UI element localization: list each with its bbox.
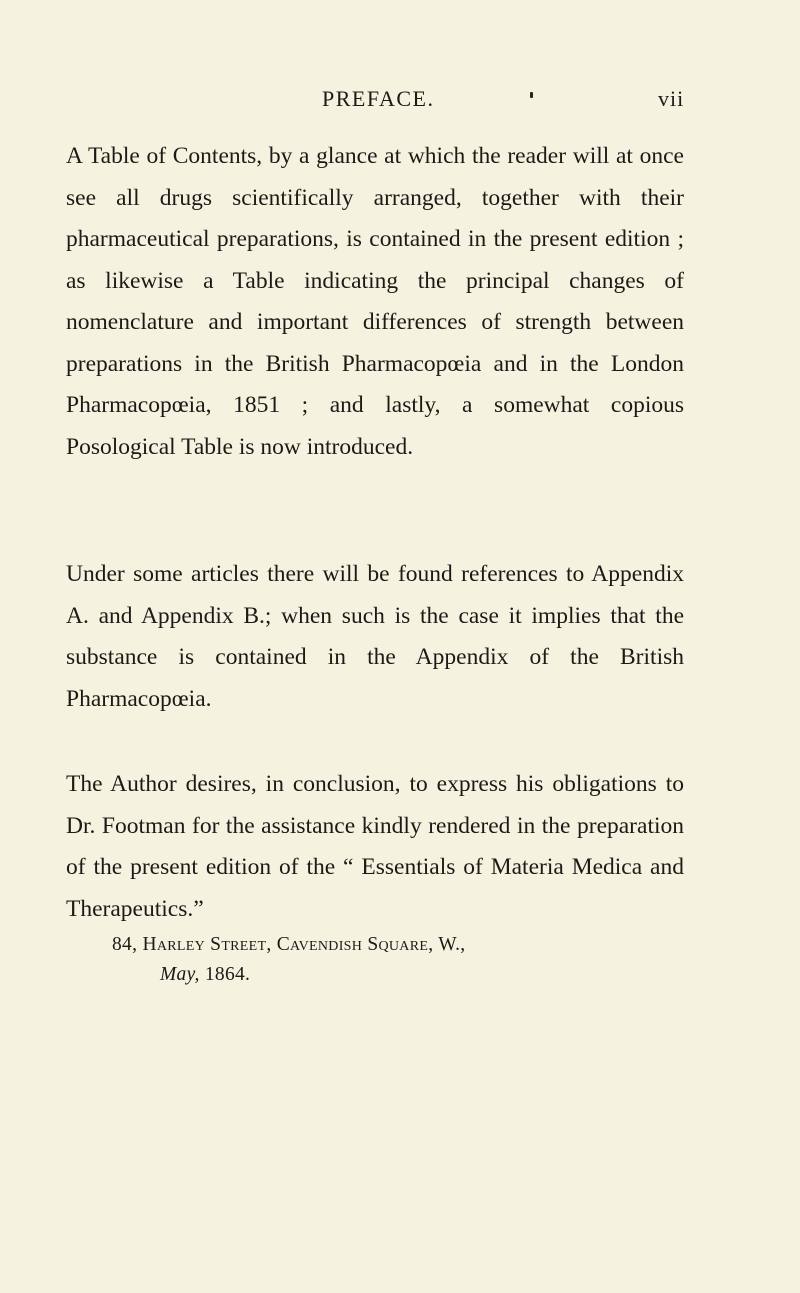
paragraph-appendix-references: Under some articles there will be found references to Appendix A. and Appendix B.; when such is the case it implies that the substance is contained in the Appendix of the British Pharmacopœia. (66, 561, 684, 712)
ink-speck (530, 92, 533, 98)
running-title: PREFACE. (322, 86, 435, 111)
page-number: vii (658, 86, 685, 111)
signature-month: May, (160, 964, 200, 985)
running-head (0, 86, 800, 116)
signature-date (112, 960, 465, 990)
signature-year: 1864. (204, 964, 251, 985)
signature-block (112, 930, 465, 990)
paragraph-acknowledgement: The Author desires, in conclusion, to express his obligations to Dr. Footman for the assistance kindly rendered in the preparation of the present edition of the “ Essentials of Materia Medica and Therapeutics.” (66, 771, 684, 922)
author-address: 84, Harley Street, Cavendish Square, W., (112, 934, 466, 955)
paragraph-table-of-contents: A Table of Contents, by a glance at which the reader will at once see all drugs scientifically arranged, together with their pharmaceutical preparations, is contained in the present edition ; as likewise a Table indicating the principal changes of nomenclature and important differences of strength between preparations in the British Pharmacopœia and in the London Pharmacopœia, 1851 ; and lastly, a somewhat copious Posological Table is now introduced. (66, 143, 684, 460)
